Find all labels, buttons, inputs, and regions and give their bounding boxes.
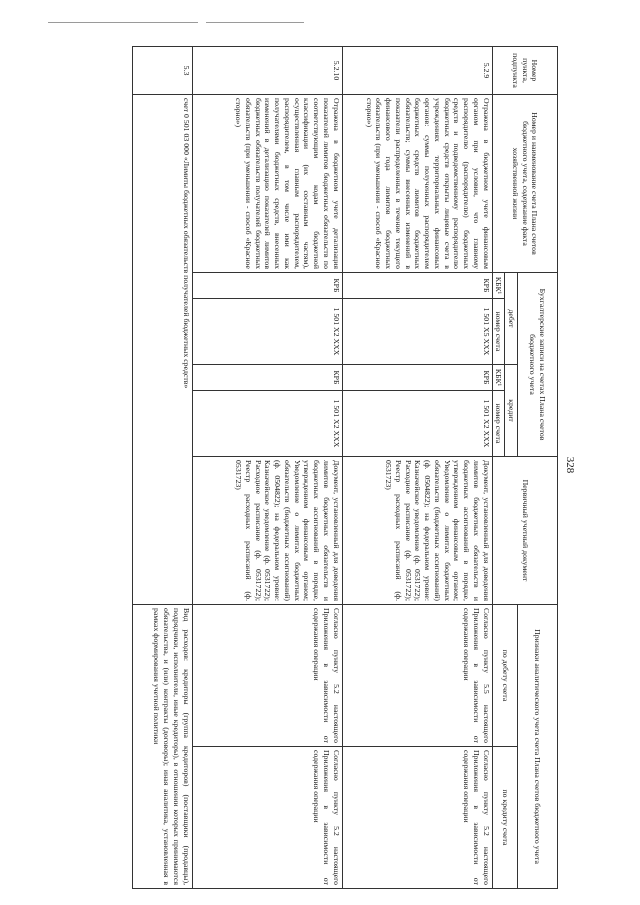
row-debit-account: 1 501 X5 XXX [342,299,492,365]
row-debit-account: 1 501 X2 XXX [192,299,342,365]
header-by-credit: по кредиту счета [492,747,517,889]
row-kbk-credit: КРБ [192,365,342,391]
row-document: Документ, установленный для доведения лимитов бюджетных обязательств и бюджетных ассигнований в порядке, утвержденном финансовым органом; Уведомление о лимитах бюджетных обязательств (бюджетных ассигнований) (ф. 0504822); на федеральном уровне: Казначейское уведомление (ф. 0531722); Расходное расписание (ф. 0531722); Реестр расходных расписаний (ф. 0531723) [192,457,342,605]
row-kbk-debit: КРБ [342,273,492,299]
row-credit-account: 1 501 X2 XXX [192,391,342,457]
row-kbk-debit: КРБ [192,273,342,299]
row-document: Документ, установленный для доведения лимитов бюджетных обязательств и бюджетных ассигнований в порядке, утвержденном финансовым органом; Уведомление о лимитах бюджетных обязательств (бюджетных ассигнований) (ф. 0504822); на федеральном уровне: Казначейское уведомление (ф. 0531722); Расходное расписание (ф. 0531722); Реестр расходных расписаний (ф. 0531723) [342,457,492,605]
header-kbk-debit: КБК¹ [492,273,505,299]
header-credit: кредит [505,365,518,457]
row-num: 5.2.9 [342,47,492,95]
header-name: Номер и наименование счета Плана счетов бюджетного учета, содержание факта хозяйственной жизни [492,95,557,273]
row-kbk-credit: КРБ [342,365,492,391]
header-kbk-credit: КБК¹ [492,365,505,391]
header-debit: дебет [505,273,518,365]
row-num: 5.3 [132,47,192,95]
row-analytic-debit: Согласно пункту 5.2 настоящего Приложения в зависимости от содержания операции [192,605,342,747]
row-credit-account: 1 501 X2 XXX [342,391,492,457]
header-num: Номер пункта, подпункта [492,47,557,95]
table-row [192,47,342,889]
header-account-debit: номер счета [492,299,505,365]
row-analytic-merged: Вид расходов: кредиторы (группа кредиторов) (поставщики (продавцы), подрядчики, исполнители, иные кредиторы), в отношении которых принимаются обязательства, и (или) контракты (договоры); иная аналитика, установленная в рамках формирования учетной политики [132,605,192,889]
page-number: 328 [564,456,576,474]
rotated-page [0,40,588,890]
row-num: 5.2.10 [192,47,342,95]
row-analytic-credit: Согласно пункту 5.2 настоящего Приложения в зависимости от содержания операции [192,747,342,889]
top-rule [48,22,198,23]
top-rule [206,22,304,23]
accounting-table [132,46,558,889]
row-name: счет 0 501 03 000 «Лимиты бюджетных обязательств получателей бюджетных средств» [132,95,192,605]
row-name: Отражена в бюджетном учете финансовым органом при условии, что главному распорядителю (распорядителю) бюджетных средств и подведомственному распорядителю бюджетных средств открыты лицевые счета в учреждениях территориальных финансовых органов: суммы полученных распорядителем бюджетных средств лимитов бюджетных обязательств; суммы внесенных изменений в показатели распределенных в течение текущего финансового года лимитов бюджетных обязательств (при уменьшении - способ «Красное сторно») [342,95,492,273]
row-analytic-credit: Согласно пункту 5.2 настоящего Приложения в зависимости от содержания операции [342,747,492,889]
header-document: Первичный учетный документ [492,457,557,605]
row-analytic-debit: Согласно пункту 5.5 настоящего Приложения в зависимости от содержания операции [342,605,492,747]
row-name: Отражена в бюджетном учете детализация показателей лимитов бюджетных обязательств по соответствующим кодам бюджетной классификации (их составным частям), осуществленная главным распорядителем, распорядителем, в том числе ими как получателями бюджетных средств, внесенных изменений в детализацию показателей лимитов бюджетных обязательств получателей бюджетных обязательств (при уменьшении - способ «Красное сторно») [192,95,342,273]
table-row [132,47,192,889]
table-row [342,47,492,889]
header-entries: Бухгалтерские записи на счетах Плана счетов бюджетного учета [518,273,558,457]
header-analytic: Признаки аналитического учета счета Плана счетов бюджетного учета [518,605,558,889]
header-by-debit: по дебету счета [492,605,517,747]
header-account-credit: номер счета [492,391,505,457]
